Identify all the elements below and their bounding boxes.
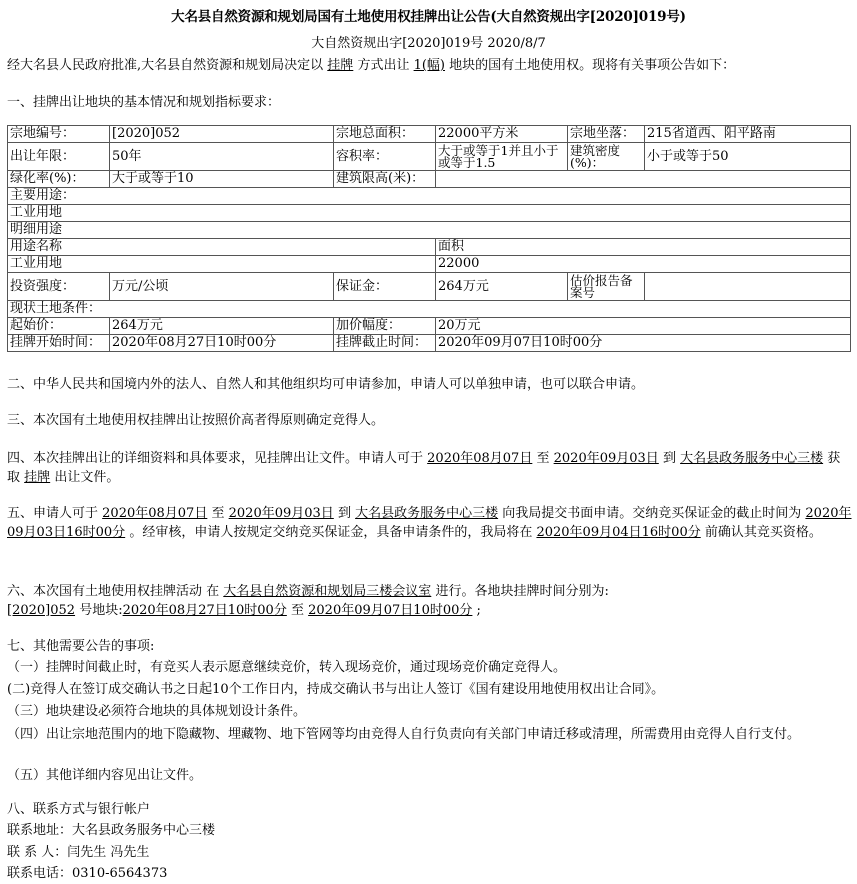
list-start-value: 2020年08月27日10时00分 [110,335,334,352]
height-label: 建筑限高(米)： [334,171,436,188]
section-5-text: 五、申请人可于 [7,506,99,521]
section-4-text: 到 [662,451,676,466]
area-value: 22000平方米 [436,126,568,143]
section-7-item-3: （三）地块建设必须符合地块的具体规划设计条件。 [7,704,307,719]
list-end-value: 2020年09月07日10时00分 [436,335,851,352]
section-4-text: 获取 [7,451,841,485]
notice-number-date: 大自然资规出字[2020]019号 2020/8/7 [311,36,546,51]
start-price-label: 起始价： [8,318,110,335]
intro-paragraph [7,58,852,74]
density-label: 建筑密度(%)： [568,143,645,171]
start-price-value: 264万元 [110,318,334,335]
section-7-item-5: （五）其他详细内容见出让文件。 [7,768,203,783]
contact-phone: 联系电话：0310-6564373 [7,866,168,881]
intro-text-mid: 方式出让 [357,58,410,73]
intro-method: 挂牌 [327,58,354,73]
table-row [8,143,851,171]
term-label: 出让年限： [8,143,110,171]
table-row [8,205,851,222]
section-6-place: 大名县自然资源和规划局三楼会议室 [223,584,432,599]
section-5-text: 至 [211,506,225,521]
section-5-date-start: 2020年08月07日 [102,506,208,521]
use-area-header: 面积 [436,239,851,256]
far-value: 大于或等于1并且小于或等于1.5 [436,143,568,171]
green-value: 大于或等于10 [110,171,334,188]
table-row [8,335,851,352]
section-4-text: 四、本次挂牌出让的详细资料和具体要求，见挂牌出让文件。申请人可于 [7,451,424,466]
section-4-date-start: 2020年08月07日 [427,451,533,466]
table-row [8,256,851,273]
table-row [8,318,851,335]
green-label: 绿化率(%)： [8,171,110,188]
location-label: 宗地坐落： [568,126,645,143]
section-3: 三、本次国有土地使用权挂牌出让按照价高者得原则确定竞得人。 [7,413,385,428]
detail-use-label: 明细用途 [8,222,851,239]
parcel-no-value: [2020]052 [110,126,334,143]
table-row [8,126,851,143]
table-row [8,301,851,318]
section-2: 二、中华人民共和国境内外的法人、自然人和其他组织均可申请参加，申请人可以单独申请，也可以联合申请。 [7,377,645,392]
section-5-place: 大名县政务服务中心三楼 [355,506,499,521]
estimate-value [645,273,851,301]
table-row [8,188,851,205]
section-7-item-2: (二)竞得人在签订成交确认书之日起10个工作日内，持成交确认书与出让人签订《国有建设用地使用权出让合同》。 [7,682,665,697]
list-start-label: 挂牌开始时间： [8,335,110,352]
increment-value: 20万元 [436,318,851,335]
parcel-info-table [7,125,851,352]
section-4 [7,449,852,487]
section-5-text: 前确认其竞买资格。 [704,525,822,540]
main-use-label: 主要用途： [8,188,851,205]
density-value: 小于或等于50 [645,143,851,171]
term-value: 50年 [110,143,334,171]
location-value: 215省道西、阳平路南 [645,126,851,143]
section-6-date-start: 2020年08月27日10时00分 [122,603,287,618]
far-label: 容积率： [334,143,436,171]
section-5 [7,504,852,542]
section-5-date-end: 2020年09月03日 [228,506,334,521]
table-row [8,273,851,301]
section-7-item-1: （一）挂牌时间截止时，有竞买人表示愿意继续竞价，转入现场竞价，通过现场竞价确定竞得人。 [7,660,567,675]
contact-address: 联系地址：大名县政务服务中心三楼 [7,823,216,838]
table-row [8,171,851,188]
intro-text-post: 地块的国有土地使用权。现将有关事项公告如下： [449,58,736,73]
area-label: 宗地总面积： [334,126,436,143]
section-6-parcel-no: [2020]052 [7,603,76,618]
section-6-text: 进行。各地块挂牌时间分别为: [435,584,609,599]
section-4-text: 至 [536,451,550,466]
section-7-item-4: （四）出让宗地范围内的地下隐藏物、埋藏物、地下管网等均由竞得人自行负责向有关部门申请迁移或清理，所需费用由竞得人自行支付。 [7,727,801,742]
table-row [8,222,851,239]
section-6 [7,582,852,620]
contact-person: 联 系 人：闫先生 冯先生 [7,845,150,860]
section-4-text: 出让文件。 [54,470,120,485]
section-6-text: 至 [290,603,304,618]
use-name-header: 用途名称 [8,239,436,256]
section-6-text: 六、本次国有土地使用权挂牌活动 在 [7,584,220,599]
invest-label: 投资强度： [8,273,110,301]
use-area-value: 22000 [436,256,851,273]
increment-label: 加价幅度： [334,318,436,335]
use-name-value: 工业用地 [8,256,436,273]
section-5-deposit-deadline: 2020年09月03日16时00分 [7,506,852,540]
land-status-label: 现状土地条件： [8,301,851,318]
estimate-label: 估价报告备案号 [568,273,645,301]
section-5-text: 向我局提交书面申请。交纳竞买保证金的截止时间为 [502,506,802,521]
deposit-label: 保证金： [334,273,436,301]
section-7-heading: 七、其他需要公告的事项: [7,639,155,654]
parcel-no-label: 宗地编号： [8,126,110,143]
section-4-method: 挂牌 [24,470,51,485]
invest-value: 万元/公顷 [110,273,334,301]
deposit-value: 264万元 [436,273,568,301]
section-5-confirm-date: 2020年09月04日16时00分 [536,525,701,540]
height-value [436,171,851,188]
section-5-text: 到 [337,506,351,521]
intro-text: 经大名县人民政府批准,大名县自然资源和规划局决定以 [7,58,324,73]
section-8-heading: 八、联系方式与银行帐户 [7,802,151,817]
intro-count: 1(幅) [413,58,446,73]
list-end-label: 挂牌截止时间： [334,335,436,352]
section-4-date-end: 2020年09月03日 [553,451,659,466]
section-5-text: 。经审核，申请人按规定交纳竞买保证金，具备申请条件的，我局将在 [129,525,533,540]
section-4-place: 大名县政务服务中心三楼 [680,451,824,466]
main-use-value: 工业用地 [8,205,851,222]
section-1-heading: 一、挂牌出让地块的基本情况和规划指标要求： [7,95,281,110]
table-row [8,239,851,256]
page-title: 大名县自然资源和规划局国有土地使用权挂牌出让公告(大自然资规出字[2020]019号) [171,9,686,25]
section-6-date-end: 2020年09月07日10时00分 [308,603,473,618]
section-6-text: 号地块: [79,603,123,618]
section-6-text: ; [476,603,481,618]
